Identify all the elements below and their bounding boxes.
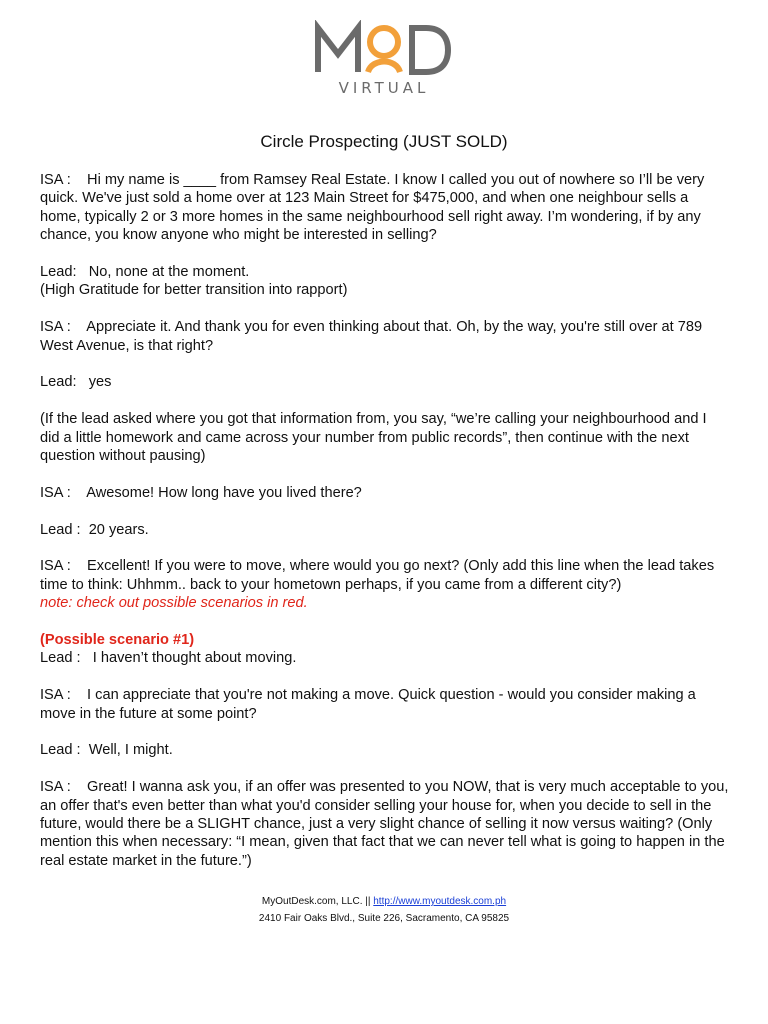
- line-text: I haven’t thought about moving.: [92, 650, 297, 667]
- script-line: [40, 778, 730, 870]
- footer-website-link[interactable]: http://www.myoutdesk.com.ph: [373, 896, 507, 907]
- speaker-label: Lead:: [40, 374, 77, 391]
- line-text: Great! I wanna ask you, if an offer was presented to you NOW, that is very much acceptable to you, an offer that's even better than what you'd consider selling your house for, when you decide to sell in the future, would there be a SLIGHT chance, just a very slight chance of selling it now versus waiting? (Only mention this when necessary: “I mean, given that fact that we can never tell what is going to happen in the real estate market in the future.”): [40, 779, 729, 869]
- scenario-heading: (Possible scenario #1): [40, 632, 195, 649]
- speaker-label: ISA :: [40, 779, 71, 796]
- speaker-label: ISA :: [40, 319, 71, 336]
- line-note: (High Gratitude for better transition into rapport): [40, 282, 348, 299]
- script-line: [40, 631, 730, 668]
- line-text: Awesome! How long have you lived there?: [86, 484, 362, 501]
- script-line: [40, 741, 730, 759]
- line-text: I can appreciate that you're not making a move. Quick question - would you consider making a move in the future at some point?: [40, 687, 696, 722]
- script-body: [40, 171, 730, 870]
- script-line: [40, 318, 730, 355]
- page-title: Circle Prospecting (JUST SOLD): [260, 132, 508, 151]
- speaker-label: ISA :: [40, 484, 71, 501]
- line-text: Well, I might.: [88, 742, 173, 759]
- logo: [0, 20, 768, 85]
- speaker-label: Lead:: [40, 264, 77, 281]
- script-line: [40, 557, 730, 612]
- script-line: [40, 686, 730, 723]
- footer-address: 2410 Fair Oaks Blvd., Suite 226, Sacramento, CA 95825: [258, 913, 510, 924]
- speaker-label: ISA :: [40, 687, 71, 704]
- script-line: [40, 373, 730, 391]
- line-text: Hi my name is ____ from Ramsey Real Estate. I know I called you out of nowhere so I’ll be very quick. We've just sold a home over at 123 Main Street for $475,000, and when one neighbour sells a home, typically 2 or 3 more homes in the same neighbourhood sell right away. I’m wondering, if by any chance, you know anyone who might be interested in selling?: [40, 172, 705, 244]
- mod-logo-mark: [314, 20, 454, 80]
- line-text: No, none at the moment.: [88, 264, 250, 281]
- speaker-label: ISA :: [40, 558, 71, 575]
- line-text: Excellent! If you were to move, where would you go next? (Only add this line when the lead takes time to think: Uhhmm.. back to your hometown perhaps, if you came from a different city?): [40, 558, 715, 593]
- speaker-label: Lead :: [40, 742, 81, 759]
- script-line: [40, 484, 730, 502]
- line-text: yes: [88, 374, 112, 391]
- scenario-note: note: check out possible scenarios in red.: [40, 595, 308, 612]
- line-text: 20 years.: [88, 521, 149, 538]
- script-line: [40, 410, 730, 465]
- footer-company: MyOutDesk.com, LLC. ||: [261, 896, 371, 907]
- logo-subtitle: VIRTUAL: [338, 79, 430, 97]
- footer-company-line: [0, 893, 768, 910]
- script-line: [40, 263, 730, 300]
- speaker-label: Lead :: [40, 650, 81, 667]
- script-line: [40, 521, 730, 539]
- line-text: (If the lead asked where you got that information from, you say, “we’re calling your neighbourhood and I did a little homework and came across your number from public records”, then continue with the next question without pausing): [40, 411, 707, 465]
- line-text: Appreciate it. And thank you for even thinking about that. Oh, by the way, you're still over at 789 West Avenue, is that right?: [40, 319, 703, 354]
- footer: [0, 893, 768, 927]
- speaker-label: Lead :: [40, 521, 81, 538]
- script-line: [40, 171, 730, 245]
- speaker-label: ISA :: [40, 172, 71, 188]
